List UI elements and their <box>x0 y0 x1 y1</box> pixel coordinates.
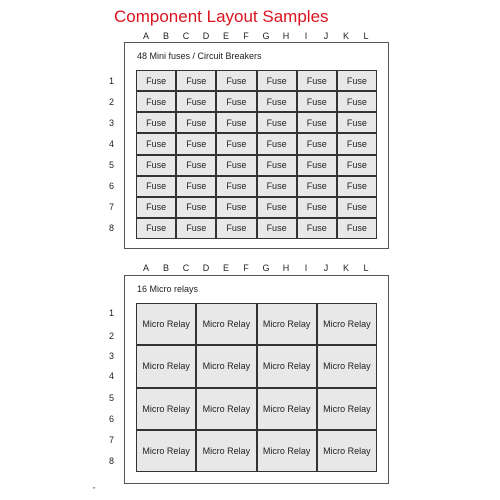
relay-slot: Micro Relay <box>196 303 256 345</box>
relay-grid <box>136 303 377 472</box>
fuse-row-label-5: 5 <box>109 160 115 170</box>
fuse-slot: Fuse <box>297 112 337 133</box>
relay-row-label-3: 3 <box>109 351 115 361</box>
relay-row-label-6: 6 <box>109 414 115 424</box>
fuse-slot: Fuse <box>136 70 176 91</box>
fuse-row-label-6: 6 <box>109 181 115 191</box>
relay-slot: Micro Relay <box>257 303 317 345</box>
relay-slot: Micro Relay <box>317 430 377 472</box>
fuse-panel-label: 48 Mini fuses / Circuit Breakers <box>137 51 262 61</box>
fuse-slot: Fuse <box>176 91 216 112</box>
column-letter-e: E <box>222 31 230 41</box>
fuse-slot: Fuse <box>297 197 337 218</box>
fuse-slot: Fuse <box>337 91 377 112</box>
column-letter-d: D <box>202 31 210 41</box>
relay-slot: Micro Relay <box>317 345 377 387</box>
column-letter-j: J <box>323 31 329 41</box>
fuse-slot: Fuse <box>136 91 176 112</box>
column-letter-a: A <box>142 263 150 273</box>
relay-panel-label: 16 Micro relays <box>137 284 199 294</box>
fuse-slot: Fuse <box>297 91 337 112</box>
relay-row-label-5: 5 <box>109 393 115 403</box>
fuse-row-label-8: 8 <box>109 223 115 233</box>
fuse-slot: Fuse <box>176 133 216 154</box>
fuse-slot: Fuse <box>257 155 297 176</box>
fuse-row-label-7: 7 <box>109 202 115 212</box>
relay-row-label-2: 2 <box>109 331 115 341</box>
column-letter-e: E <box>222 263 230 273</box>
relay-slot: Micro Relay <box>257 388 317 430</box>
column-letter-l: L <box>363 31 369 41</box>
relay-slot: Micro Relay <box>136 303 196 345</box>
relay-slot: Micro Relay <box>317 388 377 430</box>
relay-slot: Micro Relay <box>196 345 256 387</box>
column-letter-h: H <box>282 31 290 41</box>
fuse-slot: Fuse <box>176 112 216 133</box>
relay-row-label-8: 8 <box>109 456 115 466</box>
fuse-slot: Fuse <box>257 70 297 91</box>
fuse-slot: Fuse <box>257 133 297 154</box>
column-letter-i: I <box>304 263 308 273</box>
fuse-slot: Fuse <box>136 133 176 154</box>
fuse-slot: Fuse <box>337 218 377 239</box>
fuse-slot: Fuse <box>216 218 256 239</box>
relay-slot: Micro Relay <box>136 388 196 430</box>
fuse-slot: Fuse <box>216 133 256 154</box>
relay-slot: Micro Relay <box>196 388 256 430</box>
column-letter-k: K <box>342 31 350 41</box>
relay-slot: Micro Relay <box>196 430 256 472</box>
fuse-slot: Fuse <box>337 112 377 133</box>
fuse-slot: Fuse <box>257 176 297 197</box>
fuse-slot: Fuse <box>176 155 216 176</box>
column-letter-f: F <box>243 31 249 41</box>
fuse-grid <box>136 70 377 239</box>
fuse-slot: Fuse <box>337 197 377 218</box>
fuse-row-label-3: 3 <box>109 118 115 128</box>
column-letter-b: B <box>162 31 170 41</box>
fuse-slot: Fuse <box>216 70 256 91</box>
column-letter-i: I <box>304 31 308 41</box>
fuse-slot: Fuse <box>257 218 297 239</box>
fuse-slot: Fuse <box>257 112 297 133</box>
column-letter-d: D <box>202 263 210 273</box>
fuse-slot: Fuse <box>216 197 256 218</box>
fuse-slot: Fuse <box>136 197 176 218</box>
fuse-slot: Fuse <box>297 155 337 176</box>
fuse-row-label-4: 4 <box>109 139 115 149</box>
relay-row-label-7: 7 <box>109 435 115 445</box>
column-header-bottom <box>0 263 500 275</box>
fuse-slot: Fuse <box>176 197 216 218</box>
column-letter-a: A <box>142 31 150 41</box>
fuse-slot: Fuse <box>216 155 256 176</box>
relay-slot: Micro Relay <box>136 430 196 472</box>
fuse-slot: Fuse <box>297 133 337 154</box>
relay-row-label-1: 1 <box>109 308 115 318</box>
fuse-slot: Fuse <box>216 91 256 112</box>
footer-mark: " <box>93 487 96 494</box>
relay-slot: Micro Relay <box>136 345 196 387</box>
column-letter-f: F <box>243 263 249 273</box>
column-letter-c: C <box>182 263 190 273</box>
fuse-row-label-2: 2 <box>109 97 115 107</box>
fuse-slot: Fuse <box>337 176 377 197</box>
column-letter-j: J <box>323 263 329 273</box>
relay-slot: Micro Relay <box>257 430 317 472</box>
column-letter-b: B <box>162 263 170 273</box>
column-letter-h: H <box>282 263 290 273</box>
page-title: Component Layout Samples <box>114 7 329 26</box>
fuse-row-label-1: 1 <box>109 76 115 86</box>
fuse-slot: Fuse <box>136 155 176 176</box>
fuse-slot: Fuse <box>176 176 216 197</box>
fuse-slot: Fuse <box>337 133 377 154</box>
fuse-slot: Fuse <box>176 218 216 239</box>
fuse-slot: Fuse <box>297 70 337 91</box>
column-letter-l: L <box>363 263 369 273</box>
fuse-slot: Fuse <box>136 176 176 197</box>
fuse-slot: Fuse <box>257 91 297 112</box>
column-letter-k: K <box>342 263 350 273</box>
relay-row-label-4: 4 <box>109 371 115 381</box>
fuse-slot: Fuse <box>216 176 256 197</box>
fuse-slot: Fuse <box>257 197 297 218</box>
fuse-slot: Fuse <box>297 218 337 239</box>
fuse-slot: Fuse <box>136 112 176 133</box>
fuse-slot: Fuse <box>337 155 377 176</box>
relay-slot: Micro Relay <box>257 345 317 387</box>
fuse-slot: Fuse <box>136 218 176 239</box>
column-letter-c: C <box>182 31 190 41</box>
fuse-slot: Fuse <box>297 176 337 197</box>
fuse-slot: Fuse <box>216 112 256 133</box>
column-letter-g: G <box>262 31 270 41</box>
fuse-slot: Fuse <box>176 70 216 91</box>
fuse-slot: Fuse <box>337 70 377 91</box>
relay-slot: Micro Relay <box>317 303 377 345</box>
column-letter-g: G <box>262 263 270 273</box>
